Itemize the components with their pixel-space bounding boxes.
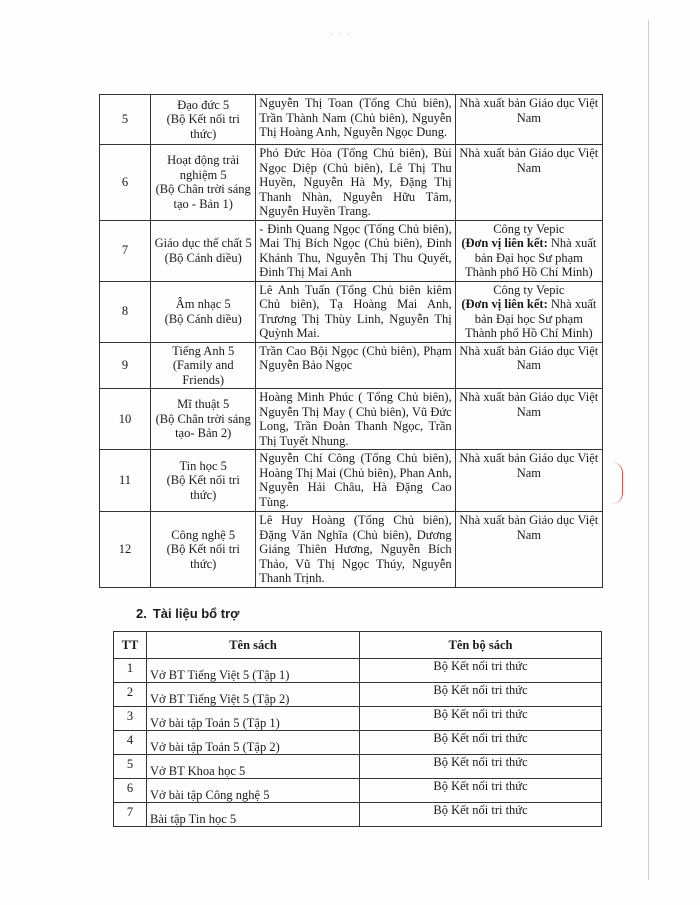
book-set-cell: Bộ Kết nối tri thức — [360, 731, 602, 755]
table-row — [100, 512, 603, 588]
table-row — [114, 779, 602, 803]
publisher-name: Nhà xuất bản Giáo dục Việt Nam — [459, 96, 599, 125]
publisher-link-detail: Nhà xuất bản Đại học Sư phạm Thành phố Hồ Chí Minh) — [464, 236, 597, 279]
publisher-name: Nhà xuất bản Giáo dục Việt Nam — [459, 451, 599, 480]
table-row — [114, 755, 602, 779]
section-heading — [136, 606, 245, 621]
publisher-name: Công ty Vepic — [493, 282, 565, 297]
table-row — [114, 803, 602, 827]
publisher-name: Nhà xuất bản Giáo dục Việt Nam — [459, 513, 599, 542]
table-row — [100, 450, 603, 512]
row-number: 3 — [114, 707, 147, 731]
row-number: 12 — [100, 512, 151, 588]
book-name-cell: Vở bài tập Toán 5 (Tập 2) — [147, 731, 360, 755]
book-name-cell: Bài tập Tin học 5 — [147, 803, 360, 827]
authors-cell: Hoàng Minh Phúc ( Tổng Chủ biên), Nguyễn Thị May ( Chủ biên), Vũ Đức Long, Trần Đoàn Thanh Ngọc, Trần Thị Tuyết Nhung. — [256, 389, 455, 450]
subject-cell: Tiếng Anh 5 (Family and Friends) — [151, 342, 256, 389]
subject-cell: Đạo đức 5 (Bộ Kết nối tri thức) — [151, 95, 256, 145]
publisher-name: Nhà xuất bản Giáo dục Việt Nam — [459, 343, 599, 372]
book-name-cell: Vở BT Khoa học 5 — [147, 755, 360, 779]
table-row — [100, 389, 603, 450]
subject-cell: Hoạt động trải nghiệm 5 (Bộ Chân trời sáng tạo - Bản 1) — [151, 145, 256, 221]
publisher-name: Công ty Vepic — [493, 221, 565, 236]
table-row — [100, 95, 603, 145]
textbook-table — [99, 94, 603, 588]
book-name-cell: Vở bài tập Công nghệ 5 — [147, 779, 360, 803]
publisher-cell — [455, 95, 602, 145]
row-number: 1 — [114, 659, 147, 683]
publisher-link-detail: Nhà xuất bản Đại học Sư phạm Thành phố Hồ Chí Minh) — [464, 297, 597, 340]
subject-cell: Công nghệ 5 (Bộ Kết nối tri thức) — [151, 512, 256, 588]
publisher-cell — [455, 512, 602, 588]
row-number: 2 — [114, 683, 147, 707]
book-set-cell: Bộ Kết nối tri thức — [360, 755, 602, 779]
subject-cell: Giáo dục thể chất 5 (Bộ Cánh diều) — [151, 220, 256, 281]
publisher-cell — [455, 220, 602, 281]
authors-cell: Nguyễn Chí Công (Tổng Chủ biên), Hoàng Thị Mai (Chủ biên), Phan Anh, Nguyễn Hải Châu, Hà Đặng Cao Tùng. — [256, 450, 455, 512]
page-edge-line — [648, 20, 649, 880]
header-tt: TT — [114, 632, 147, 659]
book-name-cell: Vở BT Tiếng Việt 5 (Tập 1) — [147, 659, 360, 683]
table-row — [100, 145, 603, 221]
book-name-cell: Vở bài tập Toán 5 (Tập 1) — [147, 707, 360, 731]
row-number: 5 — [114, 755, 147, 779]
row-number: 11 — [100, 450, 151, 512]
row-number: 6 — [114, 779, 147, 803]
publisher-cell — [455, 450, 602, 512]
book-set-cell: Bộ Kết nối tri thức — [360, 683, 602, 707]
row-number: 6 — [100, 145, 151, 221]
publisher-name: Nhà xuất bản Giáo dục Việt Nam — [459, 390, 599, 419]
supplement-header-row — [114, 632, 602, 659]
section-title: Tài liệu bổ trợ — [152, 606, 240, 621]
authors-cell: Nguyễn Thị Toan (Tổng Chủ biên), Trần Thành Nam (Chủ biên), Nguyễn Thị Hoàng Anh, Nguyễn Ngọc Dung. — [256, 95, 455, 145]
section-number: 2. — [136, 606, 147, 621]
book-name-cell: Vở BT Tiếng Việt 5 (Tập 2) — [147, 683, 360, 707]
row-number: 4 — [114, 731, 147, 755]
publisher-name: Nhà xuất bản Giáo dục Việt Nam — [459, 146, 599, 175]
book-set-cell: Bộ Kết nối tri thức — [360, 707, 602, 731]
row-number: 7 — [114, 803, 147, 827]
authors-cell: Lê Anh Tuấn (Tổng Chủ biên kiêm Chủ biên), Tạ Hoàng Mai Anh, Trương Thị Thùy Linh, Nguyễn Thị Quỳnh Mai. — [256, 281, 455, 342]
scan-artifact: · · · — [330, 30, 352, 39]
table-row — [114, 707, 602, 731]
book-set-cell: Bộ Kết nối tri thức — [360, 779, 602, 803]
subject-cell: Âm nhạc 5 (Bộ Cánh diều) — [151, 281, 256, 342]
row-number: 9 — [100, 342, 151, 389]
row-number: 7 — [100, 220, 151, 281]
authors-cell: Lê Huy Hoàng (Tổng Chủ biên), Đặng Văn Nghĩa (Chủ biên), Dương Giáng Thiên Hương, Nguyễn Bích Thảo, Vũ Thị Ngọc Thúy, Nguyễn Thanh Trịnh. — [256, 512, 455, 588]
subject-cell: Mĩ thuật 5 (Bộ Chân trời sáng tạo- Bản 2) — [151, 389, 256, 450]
authors-cell: Trần Cao Bội Ngọc (Chủ biên), Phạm Nguyễn Bảo Ngọc — [256, 342, 455, 389]
table-row — [100, 220, 603, 281]
subject-cell: Tin học 5 (Bộ Kết nối tri thức) — [151, 450, 256, 512]
table-row — [114, 731, 602, 755]
authors-cell: - Đinh Quang Ngọc (Tổng Chủ biên), Mai Thị Bích Ngọc (Chủ biên), Đinh Khánh Thu, Nguyễn Thị Thu Quyết, Đinh Thị Mai Anh — [256, 220, 455, 281]
book-set-cell: Bộ Kết nối tri thức — [360, 659, 602, 683]
table-row — [114, 683, 602, 707]
header-book-set: Tên bộ sách — [360, 632, 602, 659]
row-number: 5 — [100, 95, 151, 145]
publisher-cell — [455, 145, 602, 221]
table-row — [100, 281, 603, 342]
row-number: 10 — [100, 389, 151, 450]
table-row — [100, 342, 603, 389]
publisher-link-label: (Đơn vị liên kết: — [461, 236, 548, 250]
supplement-table — [113, 631, 602, 827]
publisher-cell — [455, 389, 602, 450]
row-number: 8 — [100, 281, 151, 342]
table-row — [114, 659, 602, 683]
book-set-cell: Bộ Kết nối tri thức — [360, 803, 602, 827]
red-pen-mark — [612, 462, 623, 504]
publisher-cell — [455, 281, 602, 342]
header-book-name: Tên sách — [147, 632, 360, 659]
publisher-link-label: (Đơn vị liên kết: — [461, 297, 548, 311]
authors-cell: Phó Đức Hòa (Tổng Chủ biên), Bùi Ngọc Diệp (Chủ biên), Lê Thị Thu Huyền, Nguyễn Hà My, Đặng Thị Thanh Nhàn, Nguyễn Hữu Tâm, Nguyễn Huyền Trang. — [256, 145, 455, 221]
publisher-cell — [455, 342, 602, 389]
